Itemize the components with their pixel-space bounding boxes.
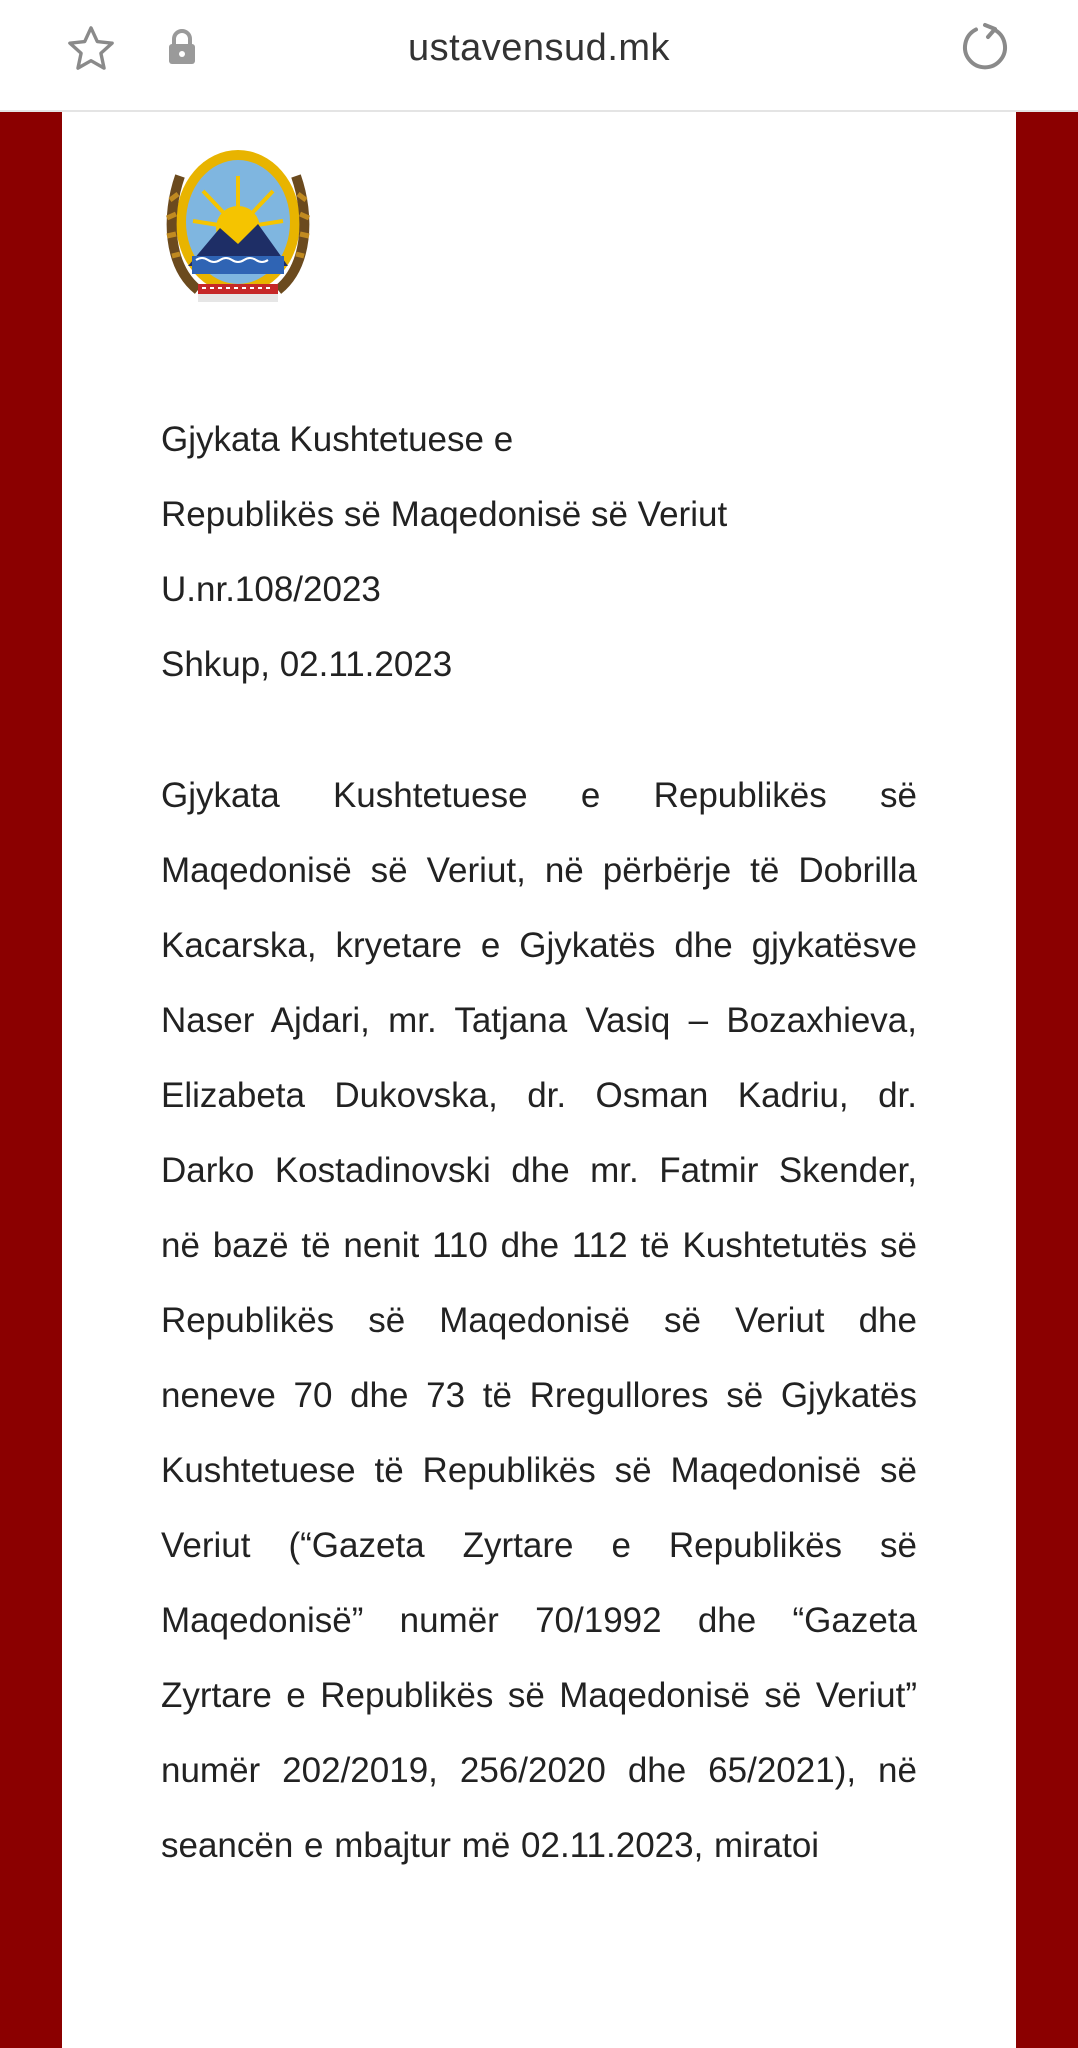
court-name-line: Gjykata Kushtetuese e <box>161 420 514 459</box>
decision-preamble: Gjykata Kushtetuese e Republikës së Maqedonisë së Veriut, në përbërje të Dobrilla Kacarska, kryetare e Gjykatës dhe gjykatësve Naser Ajdari, mr. Tatjana Vasiq – Bozaxhieva, Elizabeta Dukovska, dr. Osman Kadriu, dr. Darko Kostadinovski dhe mr. Fatmir Skender, në bazë të nenit 110 dhe 112 të Kushtetutës së Republikës së Maqedonisë së Veriut dhe neneve 70 dhe 73 të Rregullores së Gjykatës Kushtetuese të Republikës së Maqedonisë së Veriut (“Gazeta Zyrtare e Republikës së Maqedonisë” numër 70/1992 dhe “Gazeta Zyrtare e Republikës së Maqedonisë së Veriut” numër 202/2019, 256/2020 dhe 65/2021), në seancën e mbajtur më 02.11.2023, miratoi <box>161 776 917 1865</box>
reload-button[interactable] <box>954 16 1016 78</box>
document-content <box>62 112 1016 2048</box>
coat-of-arms-emblem <box>158 136 318 308</box>
case-number: U.nr.108/2023 <box>161 570 381 609</box>
browser-address-bar <box>0 0 1078 112</box>
right-frame-border <box>1016 112 1078 2048</box>
left-frame-border <box>0 112 62 2048</box>
web-page <box>0 112 1078 2048</box>
court-country-line: Republikës së Maqedonisë së Veriut <box>161 495 728 534</box>
url-field[interactable]: ustavensud.mk <box>407 27 671 69</box>
reload-icon <box>959 21 1011 73</box>
place-and-date: Shkup, 02.11.2023 <box>161 645 453 684</box>
document-header <box>161 402 941 702</box>
